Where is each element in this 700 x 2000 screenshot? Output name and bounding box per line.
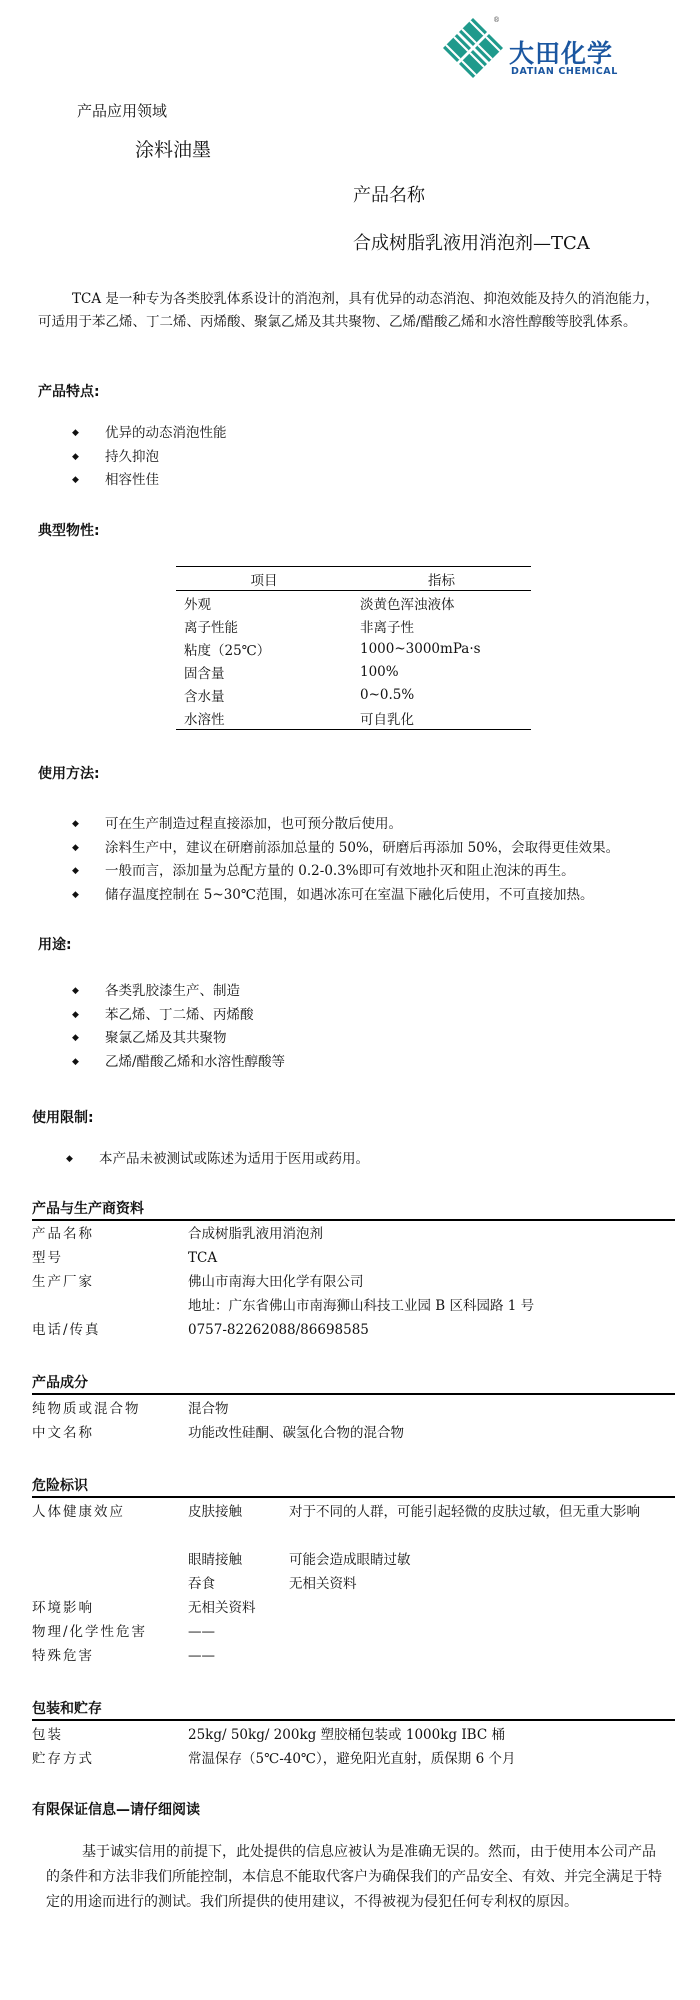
hazard-row <box>32 1644 675 1668</box>
row-key: 型号 <box>32 1250 63 1266</box>
uses-heading: 用途: <box>38 937 72 953</box>
divider <box>32 1219 675 1221</box>
table-cell: 离子性能 <box>184 619 238 636</box>
table-cell: 0~0.5% <box>360 686 415 703</box>
row-value: 无相关资料 <box>188 1600 256 1616</box>
application-field-value: 涂料油墨 <box>135 139 212 161</box>
column-header: 项目 <box>176 567 352 591</box>
row-key: 包装 <box>32 1727 63 1743</box>
limits-heading: 使用限制: <box>32 1110 94 1126</box>
row-key: 环境影响 <box>32 1600 94 1616</box>
usage-list <box>72 813 682 907</box>
table-cell: 固含量 <box>184 665 225 682</box>
list-item: ◆ 乙烯/醋酸乙烯和水溶性醇酸等 <box>72 1051 285 1075</box>
table-cell: 外观 <box>184 596 211 613</box>
product-name-label: 产品名称 <box>353 185 425 206</box>
row-key: 物理/化学性危害 <box>32 1624 148 1640</box>
hazard-row <box>32 1596 675 1620</box>
registered-mark: ® <box>493 16 500 24</box>
row-value: 佛山市南海大田化学有限公司 <box>188 1274 364 1290</box>
row-key: 纯物质或混合物 <box>32 1401 141 1417</box>
table-row <box>176 591 531 615</box>
company-logo <box>441 16 661 78</box>
logo-diamond-icon <box>441 16 505 78</box>
maker-row <box>32 1246 675 1270</box>
table-cell: 淡黄色浑浊液体 <box>360 596 455 613</box>
warranty-heading: 有限保证信息—请仔细阅读 <box>32 1802 200 1818</box>
usage-heading: 使用方法: <box>38 766 100 782</box>
features-heading: 产品特点: <box>38 384 100 400</box>
features-list <box>72 422 227 493</box>
storage-heading: 包装和贮存 <box>32 1701 102 1717</box>
product-name-title: 合成树脂乳液用消泡剂—TCA <box>353 233 590 254</box>
hazard-text: 可能会造成眼睛过敏 <box>289 1552 411 1568</box>
logo-cn-text: 大田化学 <box>509 39 614 68</box>
composition-row <box>32 1421 675 1445</box>
divider <box>32 1496 675 1498</box>
list-item: ◆ 一般而言，添加量为总配方量的 0.2-0.3%即可有效地扑灭和阻止泡沫的再生。 <box>72 860 682 884</box>
row-key: 电话/传真 <box>32 1322 101 1338</box>
row-key: 人体健康效应 <box>32 1504 125 1520</box>
table-cell: 1000~3000mPa·s <box>360 640 481 657</box>
logo-en-text: DATIAN CHEMICAL <box>511 66 618 77</box>
health-row <box>32 1572 675 1596</box>
table-row <box>176 683 531 706</box>
list-item: ◆ 持久抑泡 <box>72 446 227 470</box>
table-row <box>176 660 531 683</box>
list-item: ◆ 各类乳胶漆生产、制造 <box>72 980 285 1004</box>
list-item: ◆ 涂料生产中，建议在研磨前添加总量的 50%，研磨后再添加 50%，会取得更佳效果。 <box>72 837 682 861</box>
table-cell: 含水量 <box>184 688 225 705</box>
row-key: 生产厂家 <box>32 1274 94 1290</box>
intro-paragraph: TCA 是一种专为各类胶乳体系设计的消泡剂，具有优异的动态消泡、抑泡效能及持久的消泡能力，可适用于苯乙烯、丁二烯、丙烯酸、聚氯乙烯及其共聚物、乙烯/醋酸乙烯和水溶性醇酸等胶乳体系。 <box>38 291 659 330</box>
hazard-route: 皮肤接触 <box>188 1504 242 1520</box>
list-item: ◆ 优异的动态消泡性能 <box>72 422 227 446</box>
hazard-route: 眼睛接触 <box>188 1552 242 1568</box>
health-row <box>32 1500 675 1548</box>
list-item: ◆ 可在生产制造过程直接添加，也可预分散后使用。 <box>72 813 682 837</box>
table-row <box>176 614 531 637</box>
hazard-heading: 危险标识 <box>32 1478 88 1494</box>
limits-list <box>66 1148 369 1172</box>
storage-row <box>32 1747 675 1771</box>
row-value: —— <box>188 1624 215 1640</box>
table-cell: 粘度（25℃） <box>184 642 271 659</box>
table-header-row <box>176 567 531 591</box>
row-value: 合成树脂乳液用消泡剂 <box>188 1226 323 1242</box>
list-item: ◆ 苯乙烯、丁二烯、丙烯酸 <box>72 1004 285 1028</box>
table-cell: 100% <box>360 663 399 680</box>
table-cell: 可自乳化 <box>352 706 531 730</box>
row-key: 特殊危害 <box>32 1648 94 1664</box>
composition-row <box>32 1397 675 1421</box>
table-row <box>176 637 531 660</box>
row-value: 功能改性硅酮、碳氢化合物的混合物 <box>188 1425 404 1441</box>
maker-row <box>32 1318 675 1342</box>
hazard-row <box>32 1620 675 1644</box>
storage-row <box>32 1723 675 1747</box>
table-row <box>176 706 531 730</box>
list-item: ◆ 相容性佳 <box>72 469 227 493</box>
row-value: 混合物 <box>188 1401 229 1417</box>
health-row <box>32 1548 675 1572</box>
hazard-text: 对于不同的人群，可能引起轻微的皮肤过敏，但无重大影响 <box>289 1504 640 1520</box>
list-item: ◆ 本产品未被测试或陈述为适用于医用或药用。 <box>66 1148 369 1172</box>
composition-heading: 产品成分 <box>32 1375 88 1391</box>
application-field-label: 产品应用领域 <box>77 102 168 120</box>
row-key: 产品名称 <box>32 1226 94 1242</box>
list-item: ◆ 聚氯乙烯及其共聚物 <box>72 1027 285 1051</box>
maker-row <box>32 1222 675 1246</box>
properties-table <box>176 566 531 730</box>
row-value: TCA <box>188 1250 218 1266</box>
hazard-text: 无相关资料 <box>289 1576 357 1592</box>
table-cell: 水溶性 <box>176 706 352 730</box>
row-key: 中文名称 <box>32 1425 94 1441</box>
row-value: 25kg/ 50kg/ 200kg 塑胶桶包装或 1000kg IBC 桶 <box>188 1727 505 1743</box>
hazard-route: 吞食 <box>188 1576 215 1592</box>
properties-heading: 典型物性: <box>38 523 100 539</box>
maker-row <box>32 1270 675 1294</box>
row-value: 常温保存（5℃-40℃），避免阳光直射，质保期 6 个月 <box>188 1751 516 1767</box>
warranty-paragraph: 基于诚实信用的前提下，此处提供的信息应被认为是准确无误的。然而，由于使用本公司产品的条件和方法非我们所能控制，本信息不能取代客户为确保我们的产品安全、有效、并完全满足于特定的用途而进行的测试。我们所提供的使用建议，不得被视为侵犯任何专利权的原因。 <box>46 1844 662 1910</box>
row-key: 贮存方式 <box>32 1751 94 1767</box>
uses-list <box>72 980 285 1074</box>
table-cell: 非离子性 <box>360 619 414 636</box>
row-value: 地址：广东省佛山市南海狮山科技工业园 B 区科园路 1 号 <box>188 1298 535 1314</box>
divider <box>32 1719 675 1721</box>
row-value: 0757-82262088/86698585 <box>188 1322 369 1338</box>
divider <box>32 1393 675 1395</box>
maker-heading: 产品与生产商资料 <box>32 1201 144 1217</box>
list-item: ◆ 储存温度控制在 5~30℃范围，如遇冰冻可在室温下融化后使用，不可直接加热。 <box>72 884 682 908</box>
column-header: 指标 <box>352 567 531 591</box>
maker-row <box>32 1294 675 1318</box>
row-value: —— <box>188 1648 215 1664</box>
